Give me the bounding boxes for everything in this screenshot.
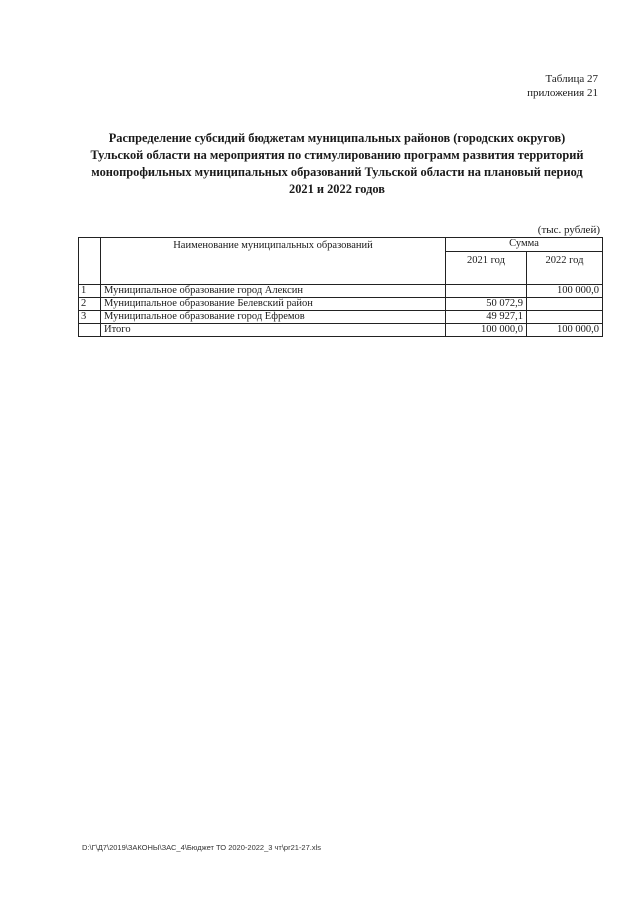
row-2022-amount: [527, 298, 603, 311]
header-name-cell: Наименование муниципальных образований: [101, 238, 446, 285]
title-line: Распределение субсидий бюджетам муниципальных районов (городских округов): [108, 131, 566, 145]
header-2022-cell: 2022 год: [527, 252, 603, 285]
units-label: (тыс. рублей): [537, 224, 600, 236]
file-path-footer: D:\Г\Д7\2019\ЗАКОНЫ\ЗАС_4\Бюджет ТО 2020-2022_3 чт\pr21-27.xls: [82, 843, 322, 852]
total-label: Итого: [101, 324, 446, 337]
row-number: 2: [79, 298, 101, 311]
total-row: [79, 324, 603, 337]
table-number: Таблица 27: [545, 73, 598, 85]
row-number: 1: [79, 285, 101, 298]
row-name: Муниципальное образование Белевский район: [101, 298, 446, 311]
title-line: 2021 и 2022 годов: [289, 182, 385, 196]
table-header-row: [79, 238, 603, 252]
row-2021-amount: 49 927,1: [446, 311, 527, 324]
document-title: [82, 130, 592, 198]
total-number-cell: [79, 324, 101, 337]
total-2021-amount: 100 000,0: [446, 324, 527, 337]
title-line: монопрофильных муниципальных образований Тульской области на плановый период: [91, 165, 583, 179]
row-2022-amount: 100 000,0: [527, 285, 603, 298]
header-sum-cell: Сумма: [446, 238, 603, 252]
row-2021-amount: [446, 285, 527, 298]
header-number-cell: [79, 238, 101, 285]
table-row: [79, 298, 603, 311]
title-line: Тульской области на мероприятия по стимулированию программ развития территорий: [90, 148, 584, 162]
subsidy-table: [78, 237, 603, 337]
row-number: 3: [79, 311, 101, 324]
table-row: [79, 311, 603, 324]
row-2021-amount: 50 072,9: [446, 298, 527, 311]
row-name: Муниципальное образование город Алексин: [101, 285, 446, 298]
total-2022-amount: 100 000,0: [527, 324, 603, 337]
table-reference: [527, 72, 598, 100]
header-2021-cell: 2021 год: [446, 252, 527, 285]
row-2022-amount: [527, 311, 603, 324]
row-name: Муниципальное образование город Ефремов: [101, 311, 446, 324]
table-row: [79, 285, 603, 298]
appendix-reference: приложения 21: [527, 87, 598, 99]
